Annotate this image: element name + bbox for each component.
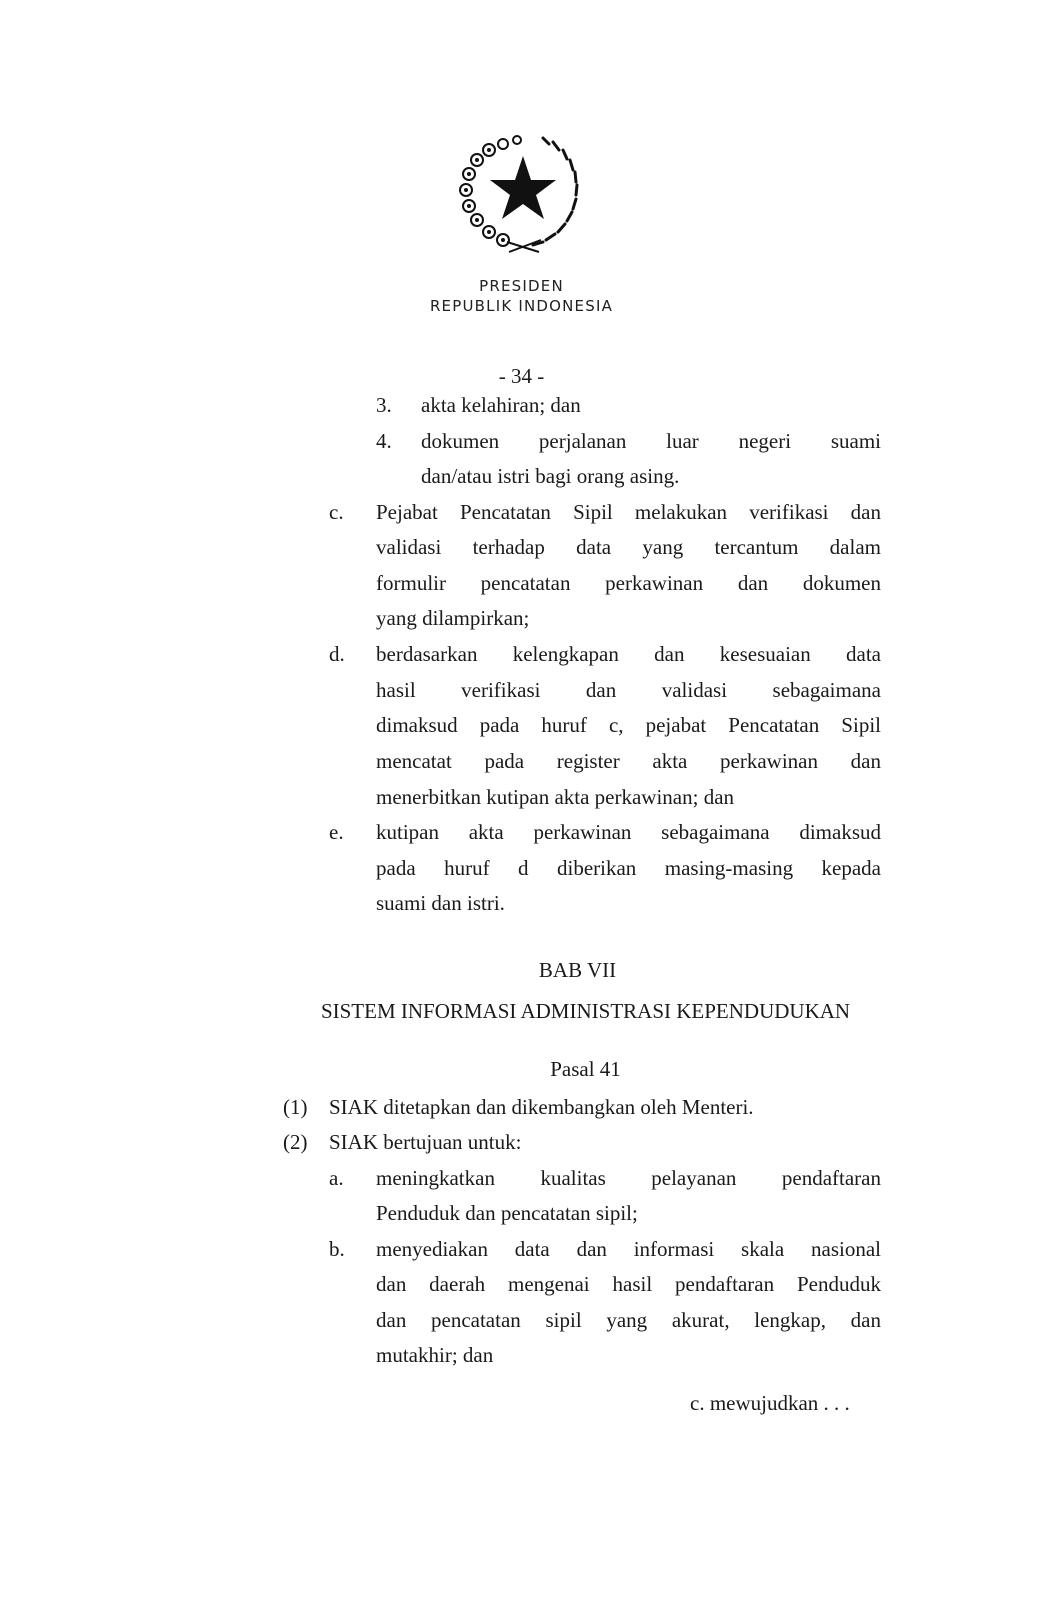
header-subtitle: REPUBLIK INDONESIA bbox=[429, 297, 614, 315]
clause-text: SIAK bertujuan untuk: bbox=[329, 1130, 522, 1154]
point-text-line: Pejabat Pencatatan Sipil melakukan verifikasi dan bbox=[376, 500, 881, 524]
point-marker: d. bbox=[329, 642, 345, 666]
clause-marker: (1) bbox=[283, 1095, 308, 1119]
subpoint-text-line: dan pencatatan sipil yang akurat, lengkap, dan bbox=[376, 1308, 881, 1332]
continuation-text: c. mewujudkan . . . bbox=[690, 1391, 850, 1415]
page-number: - 34 - bbox=[498, 364, 545, 388]
point-text-line: hasil verifikasi dan validasi sebagaimana bbox=[376, 678, 881, 702]
chapter-number: BAB VII bbox=[538, 958, 617, 982]
point-marker: c. bbox=[329, 500, 344, 524]
point-text-line: menerbitkan kutipan akta perkawinan; dan bbox=[376, 785, 735, 809]
point-text-line: validasi terhadap data yang tercantum dalam bbox=[376, 535, 881, 559]
point-text-line: dimaksud pada huruf c, pejabat Pencatatan Sipil bbox=[376, 713, 881, 737]
subpoint-marker: b. bbox=[329, 1237, 345, 1261]
point-text-line: pada huruf d diberikan masing-masing kepada bbox=[376, 856, 881, 880]
subpoint-text-line: dan daerah mengenai hasil pendaftaran Penduduk bbox=[376, 1272, 881, 1296]
subpoint-text-line: menyediakan data dan informasi skala nasional bbox=[376, 1237, 881, 1261]
subpoint-text-line: Penduduk dan pencatatan sipil; bbox=[376, 1201, 638, 1225]
point-text-line: yang dilampirkan; bbox=[376, 606, 530, 630]
list-item-text: dokumen perjalanan luar negeri suami bbox=[421, 429, 881, 453]
clause-marker: (2) bbox=[283, 1130, 308, 1154]
list-marker: 4. bbox=[376, 429, 392, 453]
point-text-line: formulir pencatatan perkawinan dan dokumen bbox=[376, 571, 881, 595]
clause-text: SIAK ditetapkan dan dikembangkan oleh Menteri. bbox=[329, 1095, 754, 1119]
list-item-text: dan/atau istri bagi orang asing. bbox=[421, 464, 680, 488]
subpoint-text-line: meningkatkan kualitas pelayanan pendaftaran bbox=[376, 1166, 881, 1190]
presidential-emblem-icon bbox=[449, 128, 597, 256]
point-text-line: kutipan akta perkawinan sebagaimana dimaksud bbox=[376, 820, 881, 844]
subpoint-marker: a. bbox=[329, 1166, 344, 1190]
list-marker: 3. bbox=[376, 393, 392, 417]
list-item-text: akta kelahiran; dan bbox=[421, 393, 581, 417]
point-text-line: mencatat pada register akta perkawinan dan bbox=[376, 749, 881, 773]
point-text-line: suami dan istri. bbox=[376, 891, 505, 915]
subpoint-text-line: mutakhir; dan bbox=[376, 1343, 494, 1367]
chapter-title: SISTEM INFORMASI ADMINISTRASI KEPENDUDUKAN bbox=[320, 999, 851, 1023]
article-title: Pasal 41 bbox=[550, 1057, 621, 1081]
header-title: PRESIDEN bbox=[479, 277, 564, 295]
point-text-line: berdasarkan kelengkapan dan kesesuaian data bbox=[376, 642, 881, 666]
point-marker: e. bbox=[329, 820, 344, 844]
